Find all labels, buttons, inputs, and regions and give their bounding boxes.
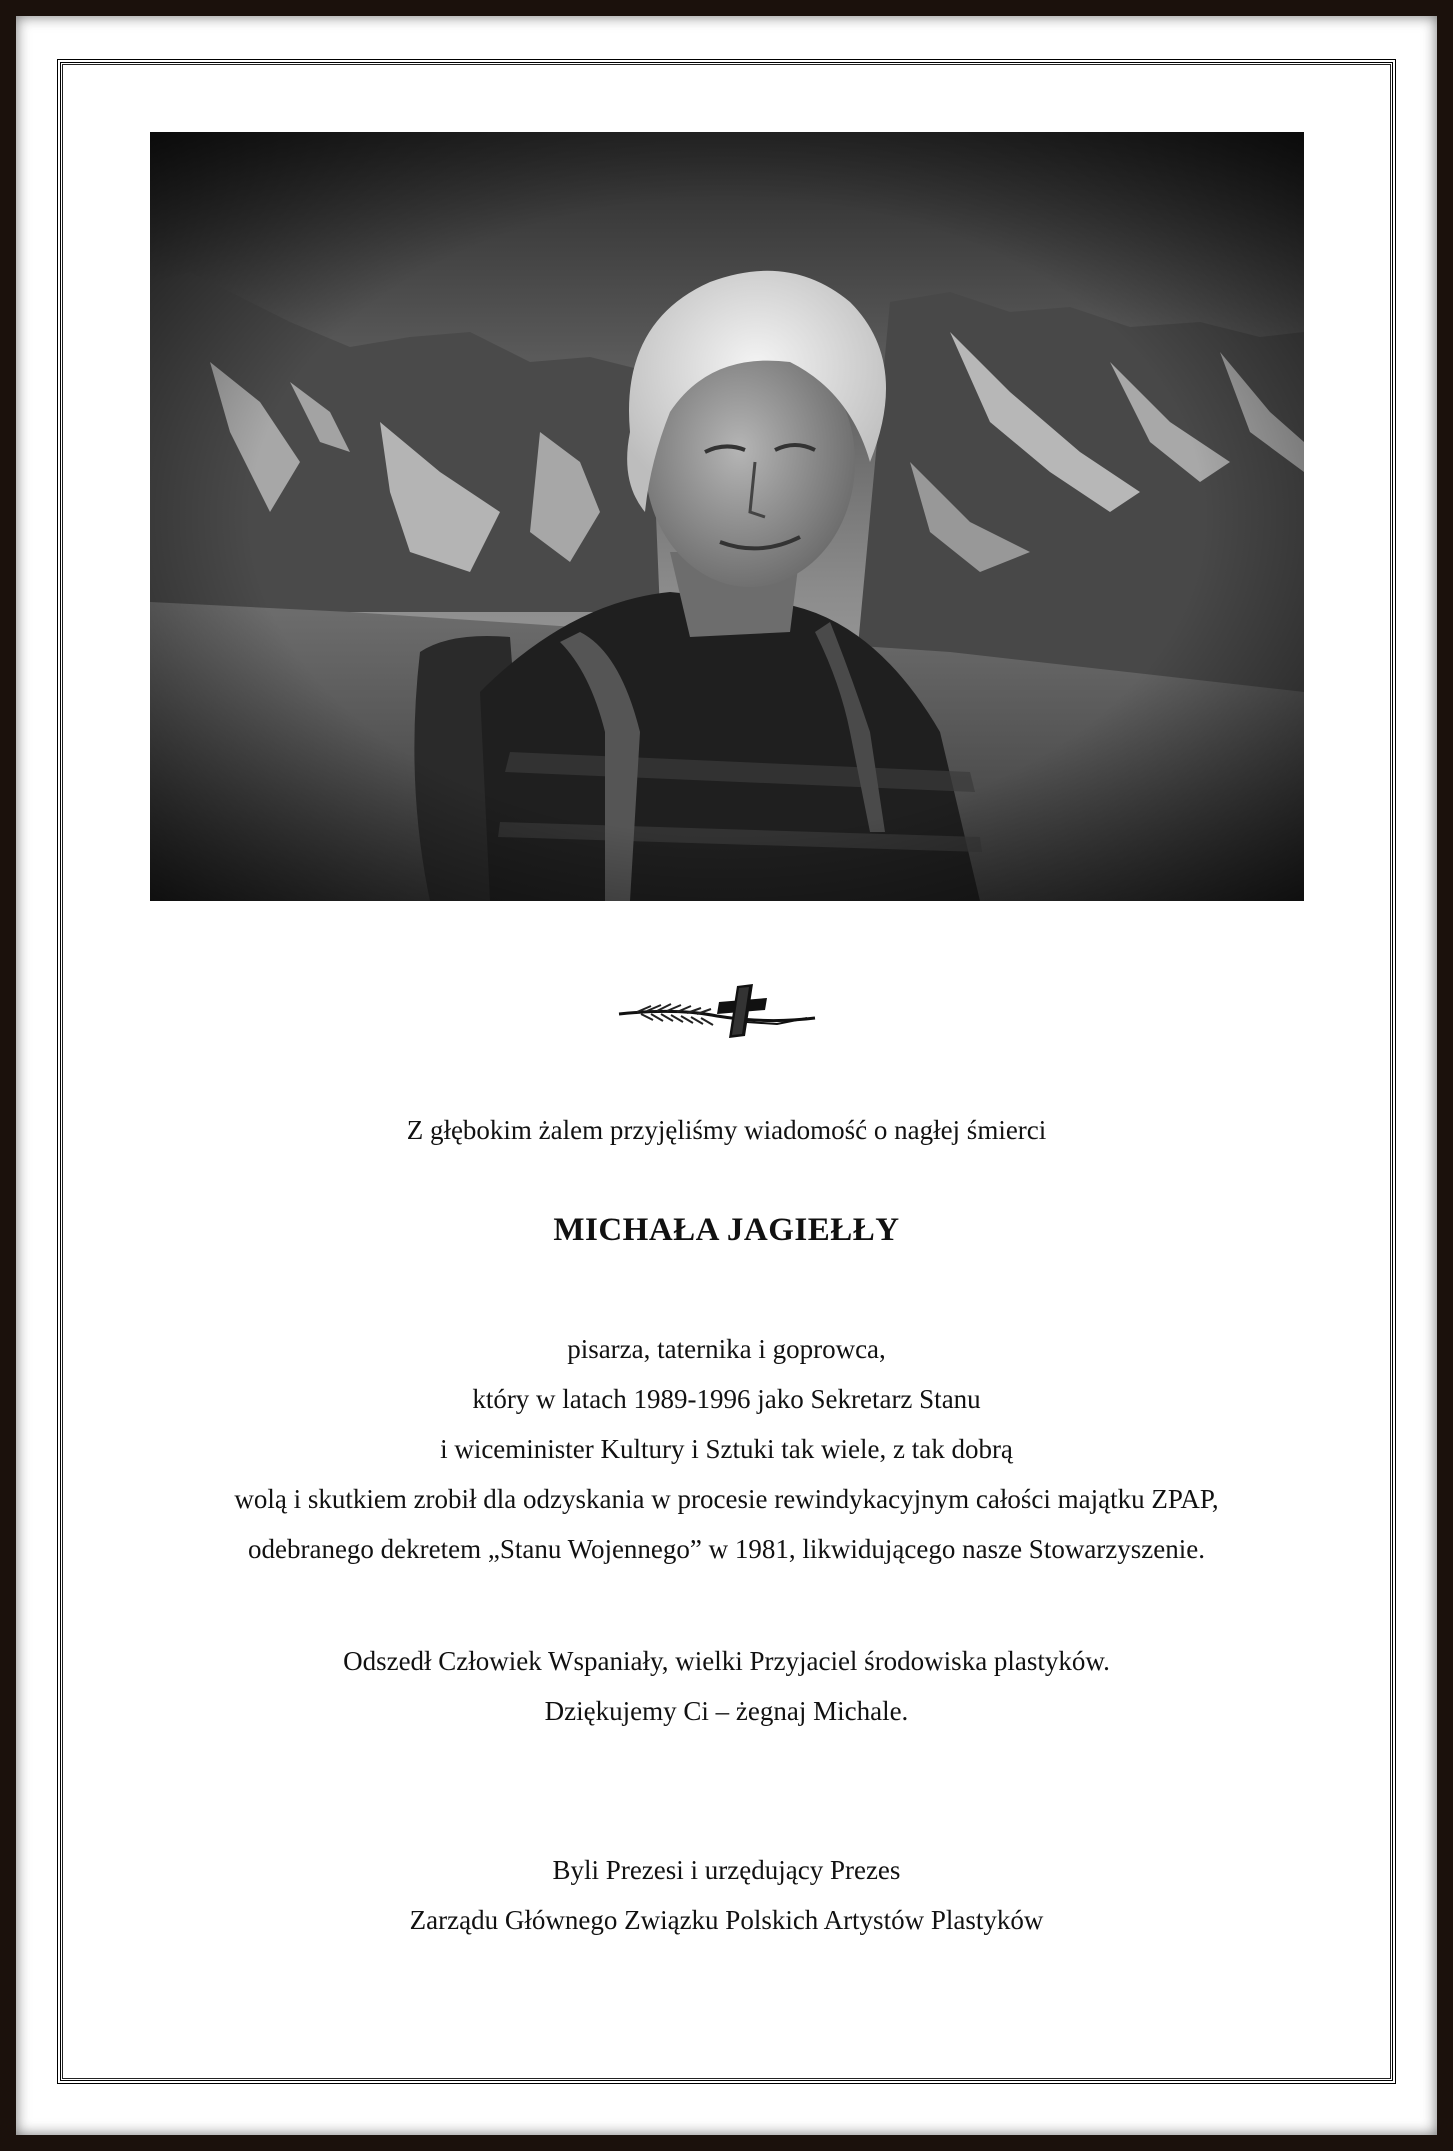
description-line: który w latach 1989-1996 jako Sekretarz Stanu [472, 1384, 981, 1414]
intro-text [100, 1105, 1353, 1155]
description-line: odebranego dekretem „Stanu Wojennego” w 1981, likwidującego nasze Stowarzyszenie. [247, 1534, 1205, 1564]
signature-block [100, 1845, 1353, 1945]
description-block [100, 1324, 1353, 1574]
farewell-line: Odszedł Człowiek Wspaniały, wielki Przyjaciel środowiska plastyków. [343, 1646, 1110, 1676]
description-line: wolą i skutkiem zrobił dla odzyskania w procesie rewindykacyjnym całości majątku ZPAP, [234, 1484, 1219, 1514]
cross-with-palm-branch-icon [617, 978, 817, 1048]
name-heading: MICHAŁA JAGIEŁŁY [553, 1212, 900, 1248]
signature-line: Byli Prezesi i urzędujący Prezes [552, 1855, 901, 1885]
description-line: pisarza, taternika i goprowca, [567, 1334, 886, 1364]
description-line: i wiceminister Kultury i Sztuki tak wiele, z tak dobrą [440, 1434, 1013, 1464]
intro-line: Z głębokim żalem przyjęliśmy wiadomość o nagłej śmierci [406, 1115, 1047, 1145]
farewell-line: Dziękujemy Ci – żegnaj Michale. [544, 1696, 909, 1726]
farewell-block [100, 1636, 1353, 1736]
portrait-photo [150, 132, 1304, 901]
deceased-name [100, 1212, 1353, 1249]
signature-line: Zarządu Głównego Związku Polskich Artystów Plastyków [409, 1905, 1044, 1935]
